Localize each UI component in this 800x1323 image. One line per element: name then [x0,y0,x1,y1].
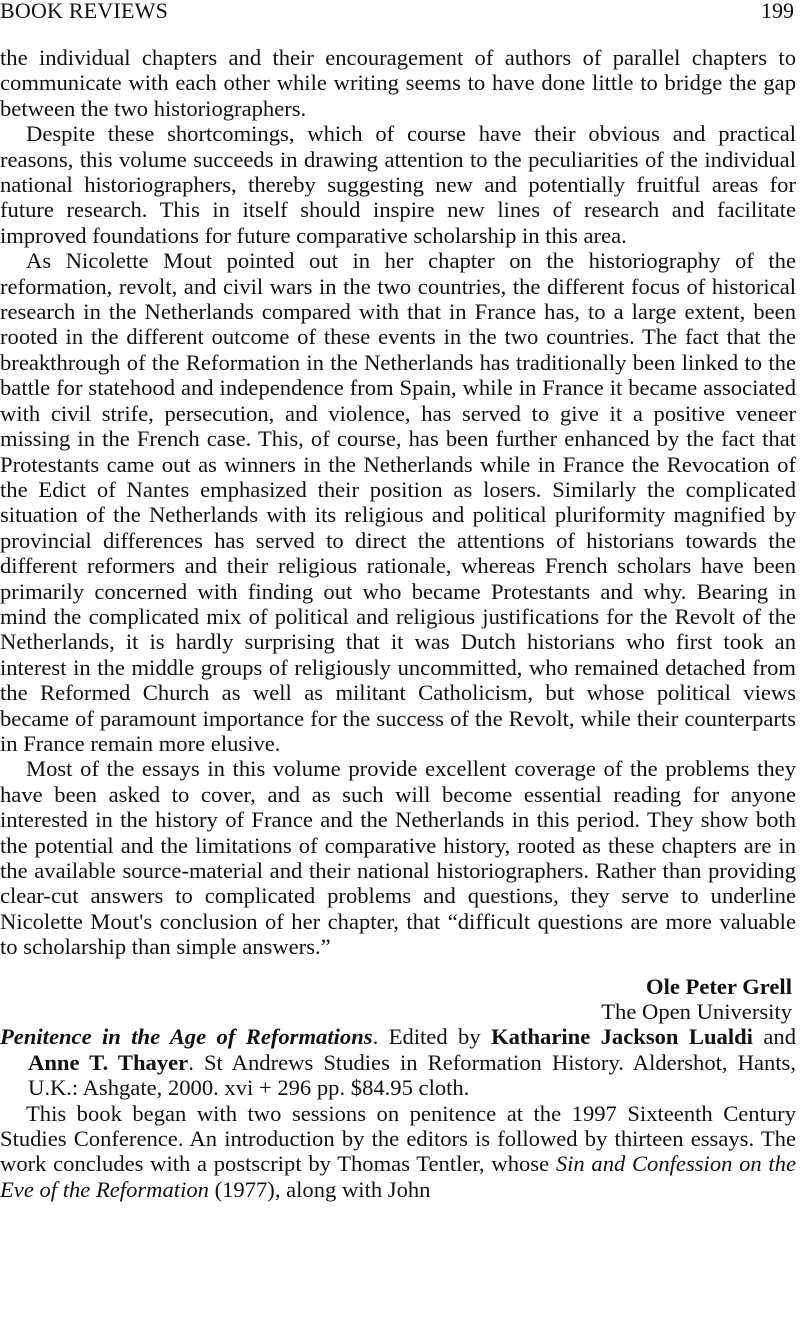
reviewer-name: Ole Peter Grell [646,973,792,999]
paragraph: Most of the essays in this volume provide excellent coverage of the problems they have been asked to cover, and as such will become essential reading for anyone interested in the history of France and the Netherlands in this period. They show both the potential and the limitations of comparative history, rooted as these chapters are in the available source-material and their national historiographers. Rather than providing clear-cut answers to complicated problems and questions, they serve to underline Nicolette Mout's conclusion of her chapter, that “difficult questions are more valuable to scholarship than simple answers.” [0,756,796,960]
publication-details: St Andrews Studies in Reformation History. Aldershot, Hants, U.K.: Ashgate, 2000. xvi + 296 pp. $84.95 cloth. [28,1049,797,1101]
review-text: (1977), along with John [214,1176,431,1202]
reviewer-affiliation: The Open University [601,999,792,1025]
paragraph: Despite these shortcomings, which of course have their obvious and practical reasons, this volume succeeds in drawing attention to the peculiarities of the individual national historiographers, thereby suggesting new and potentially fruitful areas for future research. This in itself should inspire new lines of research and facilitate improved foundations for future comparative scholarship in this area. [0,121,796,248]
editor-name: Anne T. Thayer [28,1049,189,1075]
book-title: Penitence in the Age of Reformations [0,1024,373,1050]
reviewer-signature [0,974,796,1025]
book-citation: Penitence in the Age of Reformations. Edited by Katharine Jackson Lualdi and Anne T. Thayer. St Andrews Studies in Reformation History. Aldershot, Hants, U.K.: Ashgate, 2000. xvi + 296 pp. $84.95 cloth. [0,1024,797,1101]
edited-by-label: Edited by [388,1024,481,1050]
cited-work-title: Sin and Confession on the Eve of the Reformation [0,1151,797,1202]
conjunction: and [763,1024,796,1050]
review-text: This book began with two sessions on penitence at the 1997 Sixteenth Century Studies Conference. An introduction by the editors is followed by thirteen essays. The work concludes with a postscript by Thomas Tentler, whose [0,1100,796,1177]
paragraph-continued: the individual chapters and their encouragement of authors of parallel chapters to communicate with each other while writing seems to have done little to bridge the gap between the two historiographers. [0,45,796,121]
running-title: BOOK REVIEWS [0,0,169,23]
page-number: 199 [761,0,794,23]
review-body-text [0,45,796,1202]
running-head [0,0,794,26]
paragraph: As Nicolette Mout pointed out in her chapter on the historiography of the reformation, revolt, and civil wars in the two countries, the different focus of historical research in the Netherlands compared with that in France has, to a large extent, been rooted in the different outcome of these events in the two countries. The fact that the breakthrough of the Reformation in the Netherlands has traditionally been linked to the battle for statehood and independence from Spain, while in France it became associated with civil strife, persecution, and violence, has served to give it a positive veneer missing in the French case. This, of course, has been further enhanced by the fact that Protestants came out as winners in the Netherlands while in France the Revocation of the Edict of Nantes emphasized their position as losers. Similarly the complicated situation of the Netherlands with its religious and political pluriformity magnified by provincial differences has served to direct the attentions of historians towards the different reformers and their religious rationale, whereas French scholars have been primarily concerned with finding out who became Protestants and why. Bearing in mind the complicated mix of political and religious justifications for the Revolt of the Netherlands, it is hardly surprising that it was Dutch historians who first took an interest in the middle groups of religiously uncommitted, who remained detached from the Reformed Church as well as militant Catholicism, but whose political views became of paramount importance for the success of the Revolt, while their counterparts in France remain more elusive. [0,248,796,756]
paragraph [0,1101,796,1203]
editor-name: Katharine Jackson Lualdi [491,1024,753,1050]
